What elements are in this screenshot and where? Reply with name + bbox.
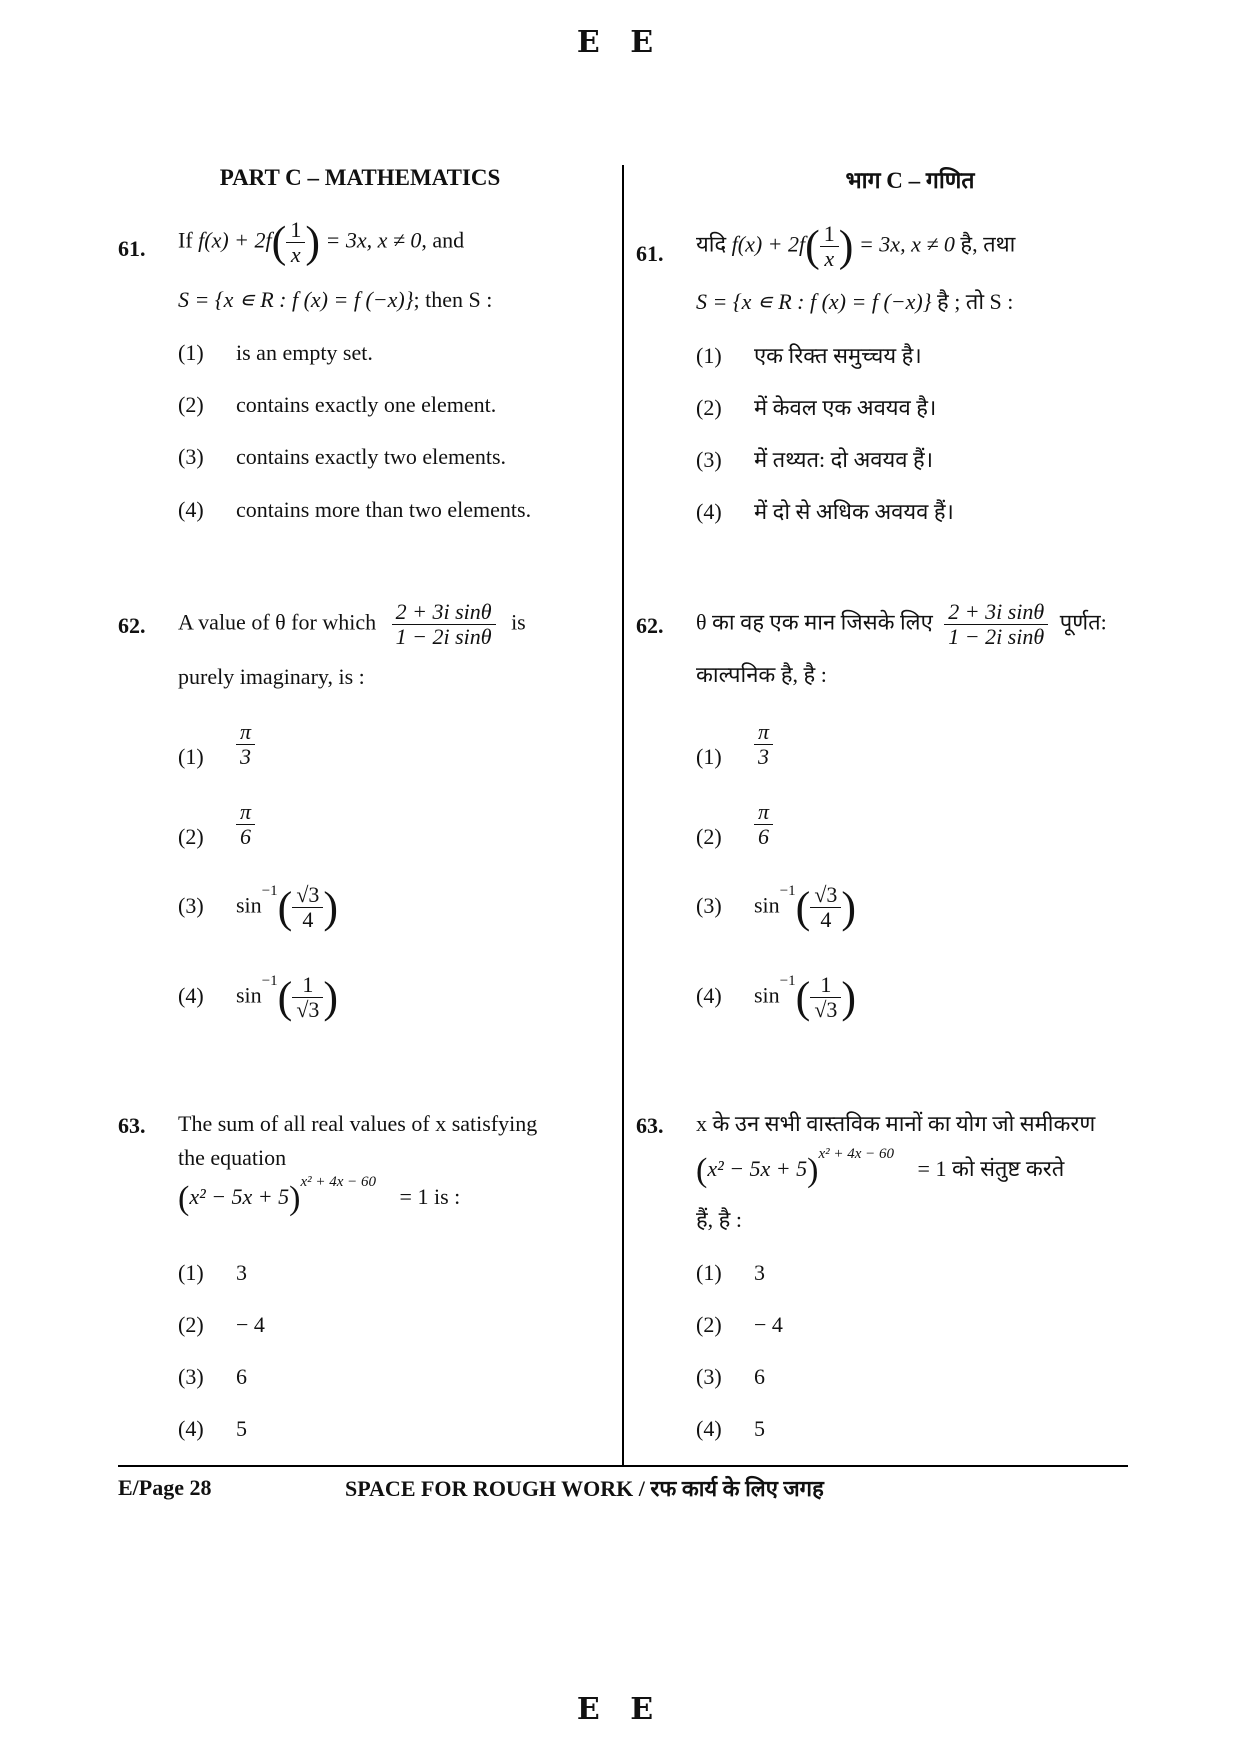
- paren-open: (: [277, 883, 293, 932]
- q61-set-expr-hi: S = {x ∊ R : f (x) = f (−x)}: [696, 289, 932, 314]
- fraction-denominator: 1 − 2i sinθ: [948, 624, 1045, 650]
- option-number: (4): [696, 982, 722, 1008]
- q63-stem-c: is :: [433, 1184, 461, 1210]
- fraction-denominator: x: [290, 242, 301, 268]
- option-number: (1): [178, 340, 204, 365]
- paren-close: ): [841, 883, 857, 932]
- q62-option-4-hi: [696, 972, 856, 1023]
- fraction-denominator: √3: [296, 997, 320, 1022]
- q61-stem-prefix-hi: यदि: [696, 231, 727, 257]
- q61-option-3: [178, 444, 506, 470]
- equation-exponent: x² + 4x − 60: [300, 1174, 377, 1191]
- fraction-numerator: 1: [292, 973, 323, 998]
- option-text: − 4: [754, 1312, 783, 1337]
- q63-equation-en: [178, 1174, 461, 1218]
- option-text: 5: [754, 1416, 765, 1441]
- option-number: (4): [696, 1416, 722, 1441]
- q61-fraction: [286, 218, 305, 267]
- fraction-denominator: √3: [814, 997, 838, 1022]
- part-heading-english: PART C – MATHEMATICS: [219, 165, 501, 190]
- q61-stem-suffix: , and: [421, 227, 465, 253]
- fraction-denominator: 3: [758, 744, 770, 770]
- q62-option-3-en: [178, 882, 338, 933]
- q61-option-3-hi: [696, 444, 933, 474]
- q61-stem-suffix-hi: है, तथा: [960, 231, 1016, 257]
- option-number: (1): [696, 743, 722, 769]
- paren-close: ): [841, 973, 857, 1022]
- q61-fraction-hi: [820, 222, 839, 271]
- q62-stem-b-hi: पूर्णत:: [1059, 609, 1107, 635]
- fraction-numerator: √3: [292, 883, 323, 908]
- option-text: एक रिक्त समुच्चय है।: [754, 343, 922, 368]
- q62-stem-a: A value of θ for which: [178, 609, 377, 635]
- option-text: में केवल एक अवयव है।: [754, 395, 937, 420]
- paren-open: (: [277, 973, 293, 1022]
- q63-option-3-en: [178, 1364, 247, 1390]
- fraction-denominator: 4: [302, 907, 314, 932]
- option-text: is an empty set.: [236, 340, 373, 365]
- paren-close: ): [807, 1152, 819, 1189]
- option-number: (3): [696, 1364, 722, 1389]
- q63-number-hi: 63.: [636, 1113, 664, 1138]
- option-function: sin: [236, 892, 262, 918]
- fraction-denominator: 4: [820, 907, 832, 932]
- option-number: (2): [696, 1312, 722, 1337]
- q63-stem-a-hi: x के उन सभी वास्तविक मानों का योग जो समीकरण: [696, 1111, 1096, 1136]
- fraction-numerator: 1: [810, 973, 841, 998]
- option-fraction: [754, 800, 773, 849]
- paren-close: ): [323, 973, 339, 1022]
- option-number: (3): [696, 447, 722, 472]
- equation-rhs: = 1: [917, 1156, 947, 1182]
- option-text: 3: [754, 1260, 765, 1285]
- q62-option-1-hi: [696, 720, 773, 769]
- q61-stem-prefix: If: [178, 227, 193, 253]
- option-exponent: −1: [261, 882, 278, 899]
- q63-number: 63.: [118, 1113, 146, 1138]
- option-text: 6: [236, 1364, 247, 1389]
- rough-work-label: SPACE FOR ROUGH WORK / रफ कार्य के लिए जगह: [345, 1476, 824, 1501]
- equation-exponent: x² + 4x − 60: [818, 1146, 895, 1163]
- option-text: में तथ्यत: दो अवयव हैं।: [754, 447, 934, 472]
- footer-rule: [118, 1465, 1128, 1467]
- option-number: (4): [178, 497, 204, 522]
- q62-number-hi: 62.: [636, 613, 664, 638]
- option-number: (2): [178, 823, 204, 849]
- q63-option-2-en: [178, 1312, 265, 1338]
- q63-stem: [178, 1107, 608, 1175]
- q62-stem-hi: [696, 600, 1107, 649]
- fraction-numerator: 2 + 3i sinθ: [944, 600, 1048, 625]
- option-fraction: [754, 720, 773, 769]
- option-number: (4): [696, 499, 722, 524]
- page-code-bottom: E E: [576, 1692, 664, 1727]
- q61-expr-b-hi: = 3x, x ≠ 0: [858, 231, 955, 257]
- fraction-numerator: 1: [820, 222, 839, 247]
- q61-stem: [178, 218, 464, 267]
- paren-open: (: [795, 883, 811, 932]
- option-fraction: [292, 883, 323, 932]
- q63-stem-c-hi: हैं, है :: [696, 1207, 742, 1232]
- paren-open: (: [178, 1180, 190, 1217]
- option-number: (1): [178, 1260, 204, 1285]
- option-number: (1): [696, 343, 722, 368]
- q61-set-suffix-hi: है ; तो S :: [937, 289, 1014, 314]
- option-fraction: [292, 973, 323, 1022]
- option-exponent: −1: [779, 972, 796, 989]
- option-number: (4): [178, 982, 204, 1008]
- q62-option-1-en: [178, 720, 255, 769]
- part-heading-hindi: भाग C – गणित: [845, 168, 975, 193]
- option-fraction: [810, 973, 841, 1022]
- option-number: (3): [178, 444, 204, 469]
- q61-expr-a: f(x) + 2f: [198, 227, 272, 253]
- q61-set-line-hi: [696, 285, 1013, 319]
- option-text: 6: [754, 1364, 765, 1389]
- option-text: 5: [236, 1416, 247, 1441]
- q63-stem-a: The sum of all real values of x satisfying: [178, 1111, 538, 1136]
- q63-stem-b: the equation: [178, 1145, 287, 1170]
- q61-number-hi: 61.: [636, 241, 664, 266]
- option-text: contains exactly two elements.: [236, 444, 507, 469]
- paren-open: (: [696, 1152, 708, 1189]
- q61-option-1-hi: [696, 340, 922, 370]
- q62-fraction: [392, 600, 496, 649]
- option-text: contains exactly one element.: [236, 392, 497, 417]
- paren-close: ): [305, 217, 320, 267]
- q63-option-3-hi: [696, 1364, 765, 1390]
- option-text: में दो से अधिक अवयव हैं।: [754, 499, 954, 524]
- q61-option-2-hi: [696, 392, 936, 422]
- option-text: − 4: [236, 1312, 265, 1337]
- fraction-numerator: π: [754, 800, 773, 825]
- equation-rhs: = 1: [399, 1184, 429, 1210]
- option-exponent: −1: [779, 882, 796, 899]
- paren-close: ): [289, 1180, 301, 1217]
- q62-stem-c: purely imaginary, is :: [178, 664, 365, 689]
- q61-option-1: [178, 340, 373, 366]
- option-number: (1): [178, 743, 204, 769]
- fraction-numerator: π: [236, 720, 255, 745]
- column-divider: [622, 165, 624, 1465]
- q61-stem-hi: [696, 222, 1015, 271]
- q61-set-line: [178, 283, 492, 317]
- q62-option-3-hi: [696, 882, 856, 933]
- option-number: (2): [178, 1312, 204, 1337]
- option-number: (2): [696, 823, 722, 849]
- option-number: (2): [178, 392, 204, 417]
- fraction-numerator: π: [754, 720, 773, 745]
- q62-stem: [178, 600, 608, 649]
- q62-option-4-en: [178, 972, 338, 1023]
- option-number: (4): [178, 1416, 204, 1441]
- q62-option-2-en: [178, 800, 255, 849]
- option-number: (1): [696, 1260, 722, 1285]
- q61-expr-b: = 3x, x ≠ 0: [325, 227, 422, 253]
- q61-set-expr: S = {x ∊ R : f (x) = f (−x)}: [178, 287, 414, 312]
- paren-open: (: [271, 217, 287, 267]
- option-text: 3: [236, 1260, 247, 1285]
- q62-stem-c-hi: काल्पनिक है, है :: [696, 662, 827, 687]
- page-code-top: E E: [576, 25, 664, 60]
- option-fraction: [236, 720, 255, 769]
- q63-stem-b-hi: को संतुष्ट करते: [951, 1156, 1065, 1182]
- q63-option-1-hi: [696, 1260, 765, 1286]
- q63-option-4-en: [178, 1416, 247, 1442]
- q63-option-4-hi: [696, 1416, 765, 1442]
- paren-close: ): [323, 883, 339, 932]
- fraction-denominator: 3: [240, 744, 252, 770]
- fraction-numerator: 1: [286, 218, 305, 243]
- q62-fraction-hi: [944, 600, 1048, 649]
- fraction-numerator: π: [236, 800, 255, 825]
- fraction-numerator: √3: [810, 883, 841, 908]
- equation-base: x² − 5x + 5: [189, 1184, 290, 1210]
- option-fraction: [236, 800, 255, 849]
- q63-equation-hi: [696, 1146, 1065, 1190]
- paren-open: (: [805, 221, 820, 271]
- fraction-numerator: 2 + 3i sinθ: [392, 600, 496, 625]
- fraction-denominator: x: [824, 246, 835, 272]
- option-number: (3): [178, 892, 204, 918]
- page-number: E/Page 28: [118, 1475, 212, 1500]
- q62-stem-a-hi: θ का वह एक मान जिसके लिए: [696, 609, 933, 635]
- option-number: (3): [178, 1364, 204, 1389]
- q61-option-4-hi: [696, 496, 954, 526]
- fraction-denominator: 1 − 2i sinθ: [395, 624, 492, 650]
- option-text: contains more than two elements.: [236, 497, 532, 522]
- q61-set-suffix: ; then S :: [413, 287, 493, 312]
- option-exponent: −1: [261, 972, 278, 989]
- equation-base: x² − 5x + 5: [707, 1156, 808, 1182]
- option-number: (3): [696, 892, 722, 918]
- option-function: sin: [236, 982, 262, 1008]
- paren-close: ): [838, 221, 854, 271]
- q61-option-4: [178, 497, 531, 523]
- option-function: sin: [754, 892, 780, 918]
- q63-option-1-en: [178, 1260, 247, 1286]
- option-number: (2): [696, 395, 722, 420]
- q61-option-2: [178, 392, 496, 418]
- fraction-denominator: 6: [758, 824, 770, 850]
- q62-number: 62.: [118, 613, 146, 638]
- fraction-denominator: 6: [240, 824, 252, 850]
- option-fraction: [810, 883, 841, 932]
- q62-option-2-hi: [696, 800, 773, 849]
- q63-option-2-hi: [696, 1312, 783, 1338]
- option-function: sin: [754, 982, 780, 1008]
- q62-stem-b: is: [511, 609, 526, 635]
- q61-expr-a-hi: f(x) + 2f: [731, 231, 806, 257]
- paren-open: (: [795, 973, 811, 1022]
- q61-number: 61.: [118, 236, 146, 261]
